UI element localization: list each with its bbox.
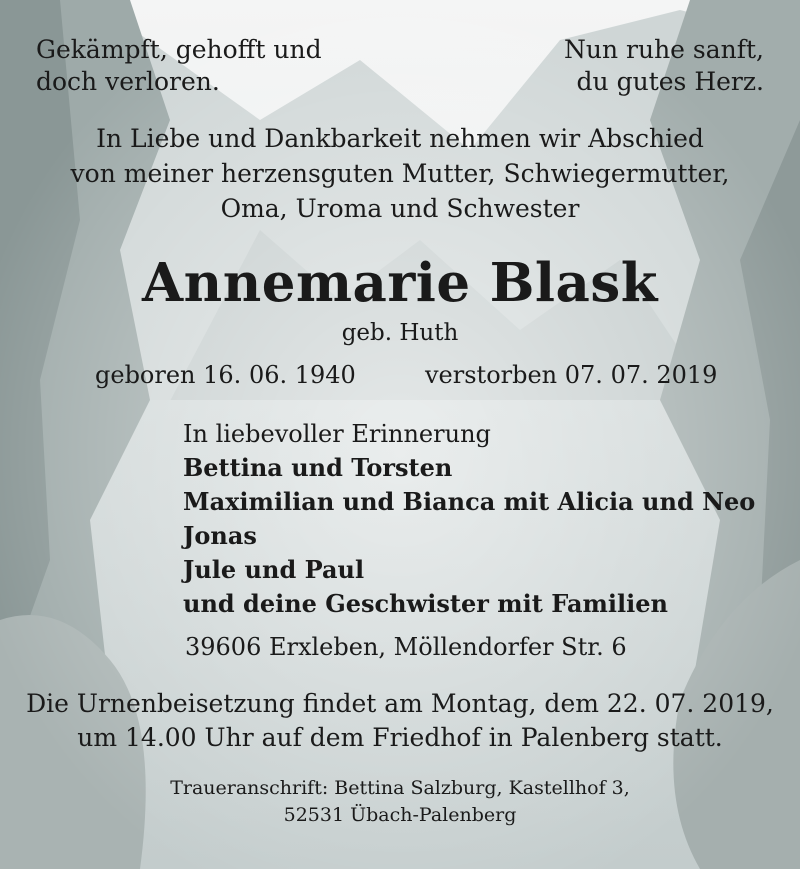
mailing-line: 52531 Übach-Palenberg: [283, 804, 517, 826]
intro-line: In Liebe und Dankbarkeit nehmen wir Abschied: [96, 124, 704, 153]
motto-right-line: du gutes Herz.: [576, 67, 764, 96]
family-address: 39606 Erxleben, Möllendorfer Str. 6: [185, 633, 627, 661]
mourner-entry: Jule und Paul: [183, 555, 365, 584]
burial-line: Die Urnenbeisetzung findet am Montag, dem 22. 07. 2019,: [26, 689, 774, 718]
motto-left: [36, 34, 322, 98]
motto-left-line: doch verloren.: [36, 67, 220, 96]
mailing-line: Traueranschrift: Bettina Salzburg, Kastellhof 3,: [170, 777, 630, 799]
mourner-entry: und deine Geschwister mit Familien: [183, 589, 668, 618]
intro-line: von meiner herzensguten Mutter, Schwiegermutter,: [70, 159, 730, 188]
death-date: verstorben 07. 07. 2019: [425, 361, 718, 389]
motto-right: [564, 34, 764, 98]
intro-line: Oma, Uroma und Schwester: [220, 194, 580, 223]
mourners-list: [183, 417, 755, 621]
motto-right-line: Nun ruhe sanft,: [564, 35, 764, 64]
motto-left-line: Gekämpft, gehofft und: [36, 35, 322, 64]
deceased-name: Annemarie Blask: [142, 252, 658, 314]
burial-notice: [0, 687, 800, 755]
birth-name: geb. Huth: [341, 320, 459, 346]
mourner-entry: Jonas: [183, 521, 257, 550]
mourners-intro: In liebevoller Erinnerung: [183, 420, 491, 448]
birth-date: geboren 16. 06. 1940: [95, 361, 356, 389]
mourner-entry: Maximilian und Bianca mit Alicia und Neo: [183, 487, 756, 516]
farewell-intro: [0, 121, 800, 226]
mourning-address: [0, 775, 800, 829]
mourner-entry: Bettina und Torsten: [183, 453, 453, 482]
burial-line: um 14.00 Uhr auf dem Friedhof in Palenberg statt.: [77, 723, 723, 752]
